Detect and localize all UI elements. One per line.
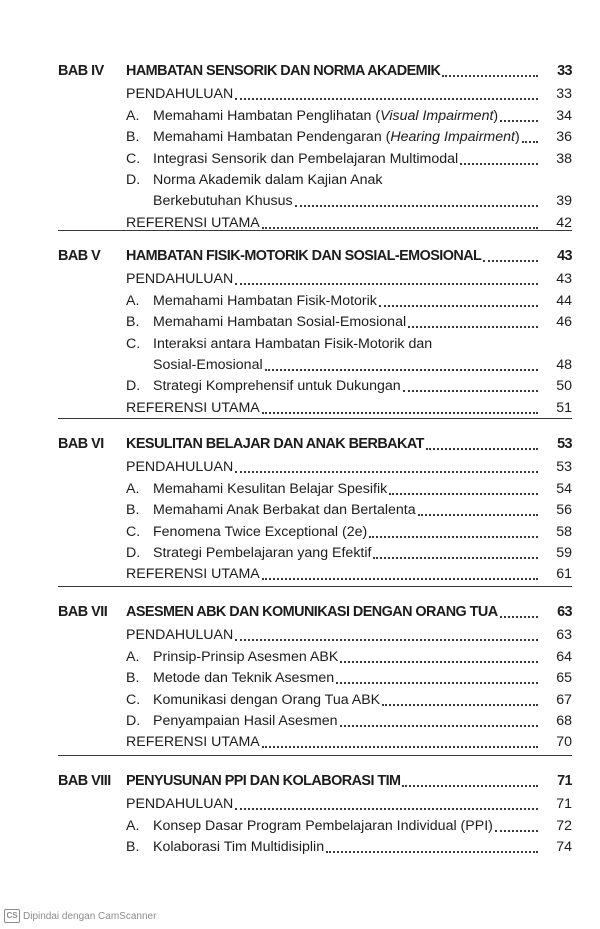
chapter-title-row[interactable] (126, 243, 572, 265)
page-number: 72 (556, 817, 572, 834)
page-number: 51 (556, 399, 572, 416)
title-part: Memahami Hambatan Penglihatan ( (153, 107, 381, 124)
dot-leader (382, 703, 538, 706)
introduction-entry[interactable] (126, 622, 572, 644)
entry-title: PENDAHULUAN (126, 271, 234, 288)
dot-leader (495, 829, 538, 832)
page-number: 63 (557, 604, 572, 620)
page-number: 38 (556, 150, 572, 167)
chapter-title-row[interactable] (126, 58, 572, 80)
section-marker: B. (126, 502, 140, 519)
page-number: 56 (556, 502, 572, 519)
section-marker: A. (126, 107, 140, 124)
dot-leader (235, 97, 538, 100)
scanner-watermark (4, 909, 156, 923)
section-marker: A. (126, 817, 140, 834)
section-entry[interactable] (126, 103, 572, 125)
dot-leader (522, 140, 538, 143)
section-title: Memahami Hambatan Sosial-Emosional (153, 314, 407, 331)
references-entry[interactable] (126, 729, 572, 751)
chapter-number: BAB IV (58, 63, 104, 79)
entry-title: PENDAHULUAN (126, 459, 234, 476)
chapter-title-row[interactable] (126, 599, 572, 621)
chapter-divider (58, 418, 572, 419)
introduction-entry[interactable] (126, 454, 572, 476)
section-entry-line[interactable] (126, 331, 572, 353)
section-title: Metode dan Teknik Asesmen (153, 670, 335, 687)
camscanner-icon: CS (4, 909, 20, 923)
dot-leader (418, 513, 538, 516)
section-marker: A. (126, 292, 140, 309)
entry-title: REFERENSI UTAMA (126, 566, 260, 583)
dot-leader (295, 204, 538, 207)
page-number: 44 (556, 292, 572, 309)
page-number: 74 (556, 839, 572, 856)
dot-leader (369, 535, 538, 538)
page-number: 54 (556, 480, 572, 497)
chapter-divider (58, 230, 572, 231)
chapter-title: ASESMEN ABK DAN KOMUNIKASI DENGAN ORANG TUA (126, 604, 498, 620)
entry-title: REFERENSI UTAMA (126, 734, 260, 751)
dot-leader (373, 556, 538, 559)
introduction-entry[interactable] (126, 791, 572, 813)
chapter-title-row[interactable] (126, 768, 572, 790)
section-entry[interactable] (126, 476, 572, 498)
dot-leader (262, 745, 538, 748)
entry-title: REFERENSI UTAMA (126, 214, 260, 231)
section-title (153, 128, 520, 146)
page-number: 61 (556, 566, 572, 583)
english-term: Hearing Impairment (390, 129, 515, 146)
section-marker: A. (126, 648, 140, 665)
section-marker: C. (126, 335, 141, 352)
section-marker: B. (126, 670, 140, 687)
section-marker: D. (126, 713, 141, 729)
section-marker: D. (126, 172, 141, 188)
section-entry[interactable] (126, 519, 572, 541)
title-part: ) (493, 107, 499, 124)
dot-leader (442, 74, 538, 77)
section-title: Memahami Hambatan Fisik-Motorik (153, 292, 377, 309)
dot-leader (265, 368, 538, 371)
section-marker: B. (126, 129, 140, 146)
section-entry[interactable] (126, 813, 572, 835)
section-entry[interactable] (126, 665, 572, 687)
section-entry[interactable] (126, 146, 572, 168)
references-entry[interactable] (126, 561, 572, 583)
references-entry[interactable] (126, 210, 572, 232)
dot-leader (235, 638, 538, 641)
page-number: 33 (557, 63, 572, 79)
page-number: 63 (556, 627, 572, 644)
page-number: 43 (557, 248, 572, 264)
entry-title: PENDAHULUAN (126, 627, 234, 644)
chapter-title: HAMBATAN FISIK-MOTORIK DAN SOSIAL-EMOSIONAL (126, 248, 482, 264)
section-title: Prinsip-Prinsip Asesmen ABK (153, 648, 339, 665)
section-entry[interactable] (126, 540, 572, 562)
section-title: Penyampaian Hasil Asesmen (153, 713, 338, 729)
section-title-continued: Berkebutuhan Khusus (153, 193, 293, 210)
section-entry[interactable] (153, 352, 572, 374)
section-entry[interactable] (126, 497, 572, 519)
section-entry[interactable] (126, 124, 572, 146)
dot-leader (403, 389, 538, 392)
section-title: Memahami Kesulitan Belajar Spesifik (153, 480, 388, 497)
dot-leader (235, 470, 538, 473)
section-marker: A. (126, 480, 140, 497)
page-number: 71 (556, 796, 572, 813)
dot-leader (379, 304, 538, 307)
section-marker: C. (126, 523, 141, 540)
chapter-number: BAB VI (58, 436, 104, 452)
page-number: 59 (556, 545, 572, 561)
section-entry[interactable] (126, 687, 572, 709)
page-number: 42 (556, 214, 572, 231)
section-title: Interaksi antara Hambatan Fisik-Motorik dan (153, 335, 433, 352)
section-entry[interactable] (153, 188, 572, 210)
section-title: Strategi Komprehensif untuk Dukungan (153, 378, 401, 395)
section-marker: B. (126, 314, 140, 331)
title-part: Memahami Hambatan Pendengaran ( (153, 129, 391, 146)
chapter-title: HAMBATAN SENSORIK DAN NORMA AKADEMIK (126, 63, 441, 79)
dot-leader (262, 411, 538, 414)
section-entry[interactable] (126, 373, 572, 395)
dot-leader (235, 282, 538, 285)
section-marker: B. (126, 839, 140, 856)
page-number: 53 (557, 436, 572, 452)
page-number: 71 (557, 773, 572, 789)
chapter-title: KESULITAN BELAJAR DAN ANAK BERBAKAT (126, 436, 424, 452)
page-number: 46 (556, 314, 572, 331)
chapter-title-row[interactable] (126, 431, 572, 453)
entry-title: REFERENSI UTAMA (126, 399, 260, 416)
section-title: Komunikasi dengan Orang Tua ABK (153, 691, 381, 708)
section-title: Fenomena Twice Exceptional (2e) (153, 523, 368, 540)
dot-leader (402, 784, 538, 787)
section-entry[interactable] (126, 288, 572, 310)
dot-leader (408, 325, 538, 328)
dot-leader (262, 226, 538, 229)
page-number: 34 (556, 107, 572, 124)
english-term: Visual Impairment (380, 107, 494, 124)
section-entry[interactable] (126, 708, 572, 730)
dot-leader (340, 660, 538, 663)
dot-leader (336, 681, 538, 684)
section-title (153, 107, 498, 125)
section-title-continued: Sosial-Emosional (153, 357, 263, 373)
dot-leader (235, 807, 538, 810)
watermark-text: Dipindai dengan CamScanner (23, 910, 157, 922)
section-marker: D. (126, 545, 141, 561)
page-number: 67 (556, 691, 572, 708)
page-number: 33 (556, 86, 572, 103)
section-entry[interactable] (126, 644, 572, 666)
references-entry[interactable] (126, 395, 572, 417)
section-marker: D. (126, 378, 141, 395)
dot-leader (500, 119, 538, 122)
page-number: 53 (556, 459, 572, 476)
section-entry[interactable] (126, 309, 572, 331)
chapter-number: BAB V (58, 248, 101, 264)
page-number: 65 (556, 670, 572, 687)
page-number: 48 (556, 357, 572, 373)
dot-leader (340, 724, 538, 727)
chapter-divider (58, 755, 572, 756)
dot-leader (262, 577, 538, 580)
page-number: 39 (556, 193, 572, 210)
chapter-divider (58, 586, 572, 587)
chapter-title: PENYUSUNAN PPI DAN KOLABORASI TIM (126, 773, 401, 789)
page-number: 70 (556, 734, 572, 751)
dot-leader (483, 259, 538, 262)
introduction-entry[interactable] (126, 81, 572, 103)
page-number: 36 (556, 129, 572, 146)
section-title: Strategi Pembelajaran yang Efektif (153, 545, 372, 561)
section-title: Memahami Anak Berbakat dan Bertalenta (153, 502, 416, 519)
chapter-number: BAB VII (58, 604, 108, 620)
section-title: Kolaborasi Tim Multidisiplin (153, 839, 325, 856)
section-title: Integrasi Sensorik dan Pembelajaran Multimodal (153, 150, 459, 167)
dot-leader (389, 492, 538, 495)
page-number: 43 (556, 271, 572, 288)
entry-title: PENDAHULUAN (126, 86, 234, 103)
section-entry-line[interactable] (126, 167, 572, 189)
page-number: 64 (556, 648, 572, 665)
section-title: Norma Akademik dalam Kajian Anak (153, 172, 383, 188)
page-number: 50 (556, 378, 572, 395)
introduction-entry[interactable] (126, 266, 572, 288)
page-number: 68 (556, 713, 572, 729)
title-part: ) (514, 129, 520, 146)
section-title: Konsep Dasar Program Pembelajaran Individual (PPI) (153, 817, 493, 834)
chapter-number: BAB VIII (58, 773, 111, 789)
section-marker: C. (126, 150, 141, 167)
page-number: 58 (556, 523, 572, 540)
dot-leader (460, 162, 538, 165)
dot-leader (426, 447, 538, 450)
section-marker: C. (126, 691, 141, 708)
dot-leader (500, 615, 538, 618)
dot-leader (326, 850, 538, 853)
entry-title: PENDAHULUAN (126, 796, 234, 813)
section-entry[interactable] (126, 834, 572, 856)
